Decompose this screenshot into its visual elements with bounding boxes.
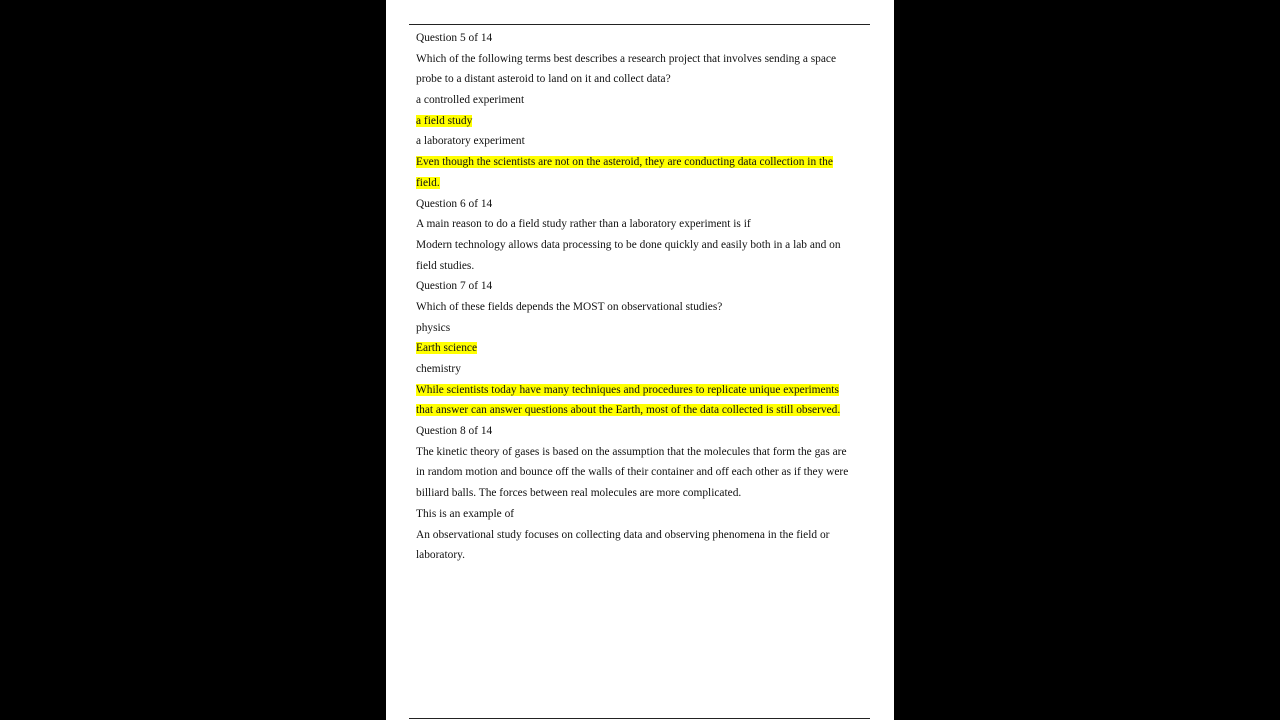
question-8-prompt: This is an example of bbox=[416, 507, 515, 520]
highlighted-text: that answer can answer questions about the Earth, most of the data collected is still observed. bbox=[416, 404, 841, 417]
question-5-explanation-cont bbox=[416, 173, 874, 194]
question-8-explanation-cont: laboratory. bbox=[416, 549, 465, 562]
question-5-option: a controlled experiment bbox=[416, 94, 525, 107]
highlighted-text: Even though the scientists are not on the asteroid, they are conducting data collection in the bbox=[416, 156, 833, 169]
question-7-option: chemistry bbox=[416, 363, 461, 375]
question-6-heading: Question 6 of 14 bbox=[416, 197, 493, 210]
question-6-text: A main reason to do a field study rather than a laboratory experiment is if bbox=[416, 218, 751, 231]
highlighted-text: a field study bbox=[416, 114, 473, 127]
question-7-explanation-cont bbox=[416, 400, 874, 421]
question-8-explanation: An observational study focuses on collecting data and observing phenomena in the field or bbox=[416, 528, 830, 541]
question-6-explanation-cont: field studies. bbox=[416, 259, 475, 272]
highlighted-text: While scientists today have many techniques and procedures to replicate unique experiments bbox=[416, 383, 839, 396]
question-6-explanation: Modern technology allows data processing to be done quickly and easily both in a lab and on bbox=[416, 238, 841, 251]
bottom-rule bbox=[409, 718, 870, 719]
question-7-heading: Question 7 of 14 bbox=[416, 280, 493, 293]
question-5-answer bbox=[416, 111, 874, 132]
question-7-option: physics bbox=[416, 321, 451, 334]
question-7-text: Which of these fields depends the MOST on observational studies? bbox=[416, 300, 723, 313]
question-8-text-cont: in random motion and bounce off the walls of their container and off each other as if they were bbox=[416, 466, 849, 479]
question-5-explanation bbox=[416, 152, 874, 173]
question-7-answer bbox=[416, 338, 874, 359]
question-5-text: Which of the following terms best describes a research project that involves sending a space bbox=[416, 52, 837, 65]
question-5-heading: Question 5 of 14 bbox=[416, 32, 493, 44]
question-8-text: The kinetic theory of gases is based on the assumption that the molecules that form the gas are bbox=[416, 445, 847, 458]
question-5-option: a laboratory experiment bbox=[416, 135, 525, 148]
question-7-explanation bbox=[416, 380, 874, 401]
document-page bbox=[386, 0, 894, 720]
top-rule bbox=[409, 24, 870, 25]
question-5-text-cont: probe to a distant asteroid to land on it and collect data? bbox=[416, 73, 671, 86]
highlighted-text: Earth science bbox=[416, 342, 478, 355]
question-8-text-cont: billiard balls. The forces between real molecules are more complicated. bbox=[416, 487, 742, 500]
question-8-heading: Question 8 of 14 bbox=[416, 425, 493, 438]
highlighted-text: field. bbox=[416, 176, 440, 189]
page-content bbox=[416, 28, 874, 566]
